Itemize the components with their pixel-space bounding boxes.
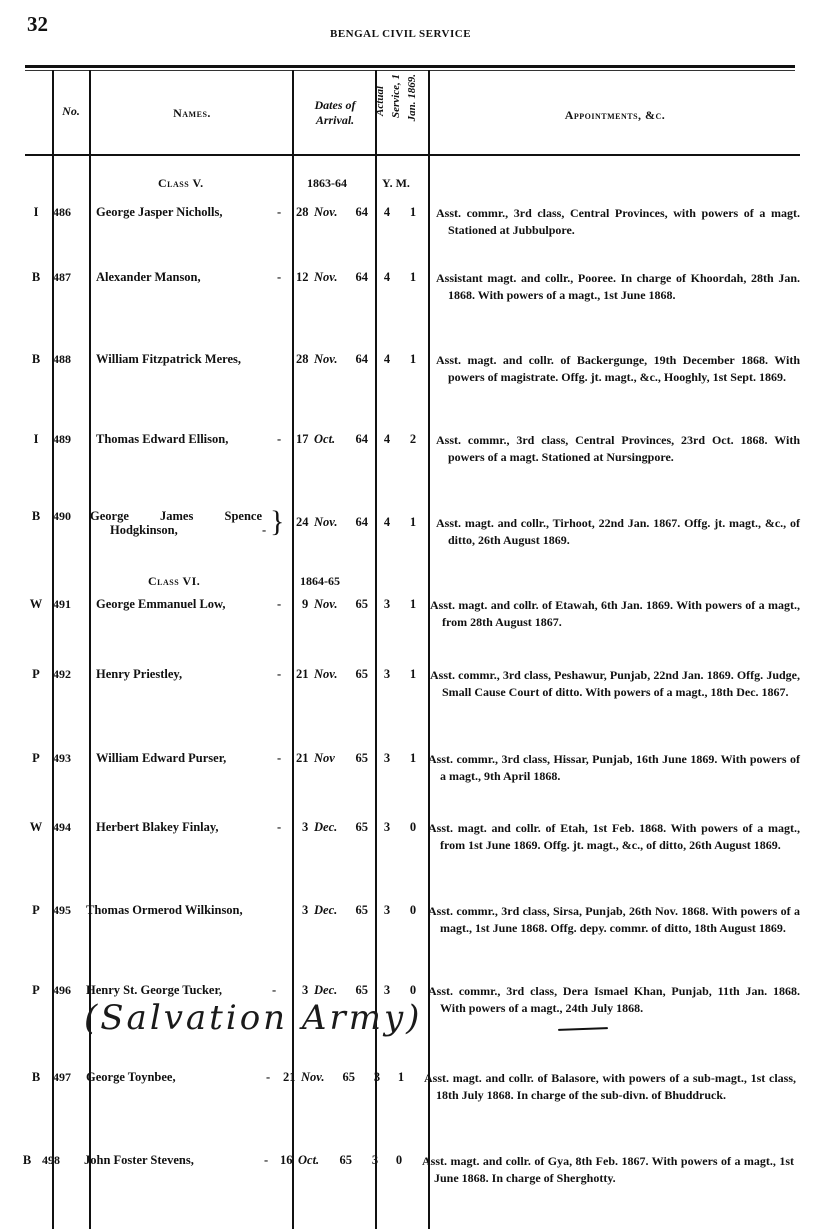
leader-dash: - xyxy=(277,432,282,446)
header-dates-line1: Dates of xyxy=(314,98,356,112)
arrival-day: 3 xyxy=(302,820,309,834)
arrival-year: 64 xyxy=(355,205,368,219)
running-head: BENGAL CIVIL SERVICE xyxy=(330,28,472,40)
officer-name xyxy=(90,505,285,538)
leader-dash: - xyxy=(277,667,282,681)
presidency-code: P xyxy=(32,903,40,917)
column-divider-presidency xyxy=(52,70,54,1229)
header-names: Names. xyxy=(173,106,211,120)
officer-name: Herbert Blakey Finlay, xyxy=(96,820,219,834)
leader-dash: - xyxy=(277,820,282,834)
header-service xyxy=(372,72,430,154)
presidency-code: B xyxy=(22,1153,32,1167)
leader-dash: - xyxy=(262,523,267,537)
arrival-day: 24 xyxy=(296,515,309,529)
presidency-code: W xyxy=(29,597,43,611)
arrival-month: Dec. xyxy=(314,820,338,834)
service-months: 1 xyxy=(397,1070,405,1084)
arrival-month: Nov xyxy=(314,751,335,765)
service-years: 3 xyxy=(383,667,391,681)
leader-dash: - xyxy=(277,597,282,611)
arrival-year: 64 xyxy=(355,432,368,446)
arrival-month: Dec. xyxy=(314,903,338,917)
service-months: 0 xyxy=(409,820,417,834)
leader-dash: - xyxy=(277,270,282,284)
header-dates-line2: Arrival. xyxy=(315,113,355,127)
arrival-year: 65 xyxy=(355,903,368,917)
arrival-day: 21 xyxy=(296,751,309,765)
officer-name: George Jasper Nicholls, xyxy=(96,205,223,219)
service-years: 4 xyxy=(383,205,391,219)
appointment-text: Asst. commr., 3rd class, Central Provinces, with powers of a magt. Stationed at Jubbulpore. xyxy=(436,206,800,237)
arrival-month: Nov. xyxy=(314,597,338,611)
officer-name: George Emmanuel Low, xyxy=(96,597,226,611)
presidency-code: B xyxy=(31,509,41,523)
appointment-text: Asst. commr., 3rd class, Sirsa, Punjab, 26th Nov. 1868. With powers of a magt., 1st June 1868. Offg. depy. commr. of ditto, 18th August 1869. xyxy=(428,904,800,935)
page-number: 32 xyxy=(27,12,48,36)
column-divider-service xyxy=(428,70,430,1229)
officer-name: Henry Priestley, xyxy=(96,667,183,681)
officer-name-line1: George James Spence xyxy=(90,509,262,523)
entry-number: 496 xyxy=(53,983,71,997)
service-months: 0 xyxy=(409,903,417,917)
top-rule-thin xyxy=(25,70,795,71)
arrival-month: Nov. xyxy=(314,270,338,284)
arrival-month: Nov. xyxy=(314,667,338,681)
column-divider-dates xyxy=(375,70,377,1229)
arrival-month: Nov. xyxy=(314,515,338,529)
presidency-code: I xyxy=(33,205,39,219)
presidency-code: B xyxy=(31,352,41,366)
service-months: 0 xyxy=(395,1153,403,1167)
arrival-day: 21 xyxy=(296,667,309,681)
entry-number: 492 xyxy=(53,667,71,681)
officer-name: William Fitzpatrick Meres, xyxy=(96,352,241,366)
arrival-year: 64 xyxy=(355,515,368,529)
arrival-year: 64 xyxy=(355,352,368,366)
arrival-month: Oct. xyxy=(298,1153,320,1167)
service-years: 3 xyxy=(383,597,391,611)
service-years: 4 xyxy=(383,352,391,366)
entry-number: 489 xyxy=(53,432,71,446)
officer-name: Henry St. George Tucker, xyxy=(86,983,222,997)
header-rule xyxy=(25,154,800,156)
appointment-text: Asst. commr., 3rd class, Peshawur, Punjab, 22nd Jan. 1869. Offg. Judge, Small Cause Court of ditto. With powers of a magt., 18th Dec. 1867. xyxy=(430,668,800,699)
presidency-code: W xyxy=(29,820,43,834)
leader-dash: - xyxy=(266,1070,271,1084)
appointment-text: Asst. commr., 3rd class, Hissar, Punjab, 16th June 1869. With powers of a magt., 9th April 1868. xyxy=(428,752,800,783)
entry-number: 491 xyxy=(53,597,71,611)
officer-name: Alexander Manson, xyxy=(96,270,201,284)
service-years: 4 xyxy=(383,515,391,529)
leader-dash: - xyxy=(277,751,282,765)
entry-number: 490 xyxy=(53,509,71,523)
presidency-code: P xyxy=(32,751,40,765)
entry-number: 494 xyxy=(53,820,71,834)
service-months: 1 xyxy=(409,597,417,611)
top-rule xyxy=(25,65,795,68)
arrival-day: 17 xyxy=(296,432,309,446)
presidency-code: P xyxy=(32,667,40,681)
header-service-line3: Jan. 1869. xyxy=(406,74,418,122)
arrival-year: 65 xyxy=(355,751,368,765)
arrival-year: 65 xyxy=(342,1070,355,1084)
header-service-line1: Actual xyxy=(374,86,386,116)
presidency-code: B xyxy=(31,1070,41,1084)
service-years: 3 xyxy=(383,903,391,917)
appointment-text: Asst. magt. and collr. of Etawah, 6th Jan. 1869. With powers of a magt., from 28th August 1867. xyxy=(430,598,800,629)
service-years: 4 xyxy=(383,432,391,446)
arrival-day: 28 xyxy=(296,352,309,366)
header-service-line2: Service, 1 xyxy=(390,74,402,118)
arrival-year: 64 xyxy=(355,270,368,284)
arrival-year: 65 xyxy=(355,820,368,834)
arrival-day: 21 xyxy=(283,1070,296,1084)
arrival-month: Nov. xyxy=(314,352,338,366)
class-v-years: 1863-64 xyxy=(307,176,347,190)
handwritten-annotation: (Salvation Army) xyxy=(84,998,423,1038)
leader-dash: - xyxy=(264,1153,269,1167)
service-months: 2 xyxy=(409,432,417,446)
arrival-day: 3 xyxy=(302,903,309,917)
service-months: 1 xyxy=(409,751,417,765)
service-months: 1 xyxy=(409,515,417,529)
arrival-month: Nov. xyxy=(314,205,338,219)
arrival-year: 65 xyxy=(339,1153,352,1167)
appointment-text: Asst. magt. and collr., Tirhoot, 22nd Jan. 1867. Offg. jt. magt., &c., of ditto, 26th August 1869. xyxy=(436,516,800,547)
officer-name: George Toynbee, xyxy=(86,1070,176,1084)
entry-number: 486 xyxy=(53,205,71,219)
officer-name: Thomas Edward Ellison, xyxy=(96,432,229,446)
class-v-label: Class V. xyxy=(158,176,204,190)
service-years: 3 xyxy=(383,820,391,834)
service-years: 3 xyxy=(371,1153,379,1167)
service-years: 3 xyxy=(383,983,391,997)
entry-number: 497 xyxy=(53,1070,71,1084)
arrival-year: 65 xyxy=(355,667,368,681)
entry-number: 487 xyxy=(53,270,71,284)
header-appointments: Appointments, &c. xyxy=(564,108,666,122)
appointment-text: Asst. commr., 3rd class, Dera Ismael Khan, Punjab, 11th Jan. 1868. With powers of a magt., 24th July 1868. xyxy=(428,984,800,1015)
class-vi-label: Class VI. xyxy=(148,574,201,588)
header-dates xyxy=(295,98,375,128)
handwritten-underline xyxy=(558,1027,608,1031)
entry-number: 495 xyxy=(53,903,71,917)
officer-name-line2: Hodgkinson, xyxy=(110,523,178,537)
arrival-day: 3 xyxy=(302,983,309,997)
service-years: 4 xyxy=(383,270,391,284)
service-years: 3 xyxy=(383,751,391,765)
header-no: No. xyxy=(62,104,80,118)
column-divider-names xyxy=(292,70,294,1229)
leader-dash: - xyxy=(277,205,282,219)
presidency-code: P xyxy=(32,983,40,997)
appointment-text: Asst. magt. and collr. of Gya, 8th Feb. 1867. With powers of a magt., 1st June 1868. In charge of Sherghotty. xyxy=(422,1154,794,1185)
officer-name: Thomas Ormerod Wilkinson, xyxy=(86,903,243,917)
service-months: 1 xyxy=(409,270,417,284)
arrival-month: Nov. xyxy=(301,1070,325,1084)
appointment-text: Assistant magt. and collr., Pooree. In charge of Khoordah, 28th Jan. 1868. With powers of a magt., 1st June 1868. xyxy=(436,271,800,302)
entry-number: 498 xyxy=(42,1153,60,1167)
arrival-day: 16 xyxy=(280,1153,293,1167)
presidency-code: B xyxy=(31,270,41,284)
service-months: 1 xyxy=(409,205,417,219)
leader-dash: - xyxy=(272,983,277,997)
service-months: 0 xyxy=(409,983,417,997)
arrival-day: 9 xyxy=(302,597,309,611)
arrival-month: Dec. xyxy=(314,983,338,997)
service-years: 3 xyxy=(373,1070,381,1084)
officer-name: John Foster Stevens, xyxy=(84,1153,194,1167)
arrival-year: 65 xyxy=(355,983,368,997)
years-months-label: Y. M. xyxy=(382,176,410,190)
appointment-text: Asst. magt. and collr. of Etah, 1st Feb. 1868. With powers of a magt., from 1st June 1869. Offg. jt. magt., &c., of ditto, 26th August 1869. xyxy=(428,821,800,852)
class-vi-years: 1864-65 xyxy=(300,574,340,588)
arrival-day: 12 xyxy=(296,270,309,284)
arrival-year: 65 xyxy=(355,597,368,611)
brace-icon: } xyxy=(270,505,285,538)
officer-name: William Edward Purser, xyxy=(96,751,227,765)
arrival-day: 28 xyxy=(296,205,309,219)
column-divider-no xyxy=(89,70,91,1229)
appointment-text: Asst. magt. and collr. of Balasore, with powers of a sub-magt., 1st class, 18th July 1868. In charge of the sub-divn. of Bhuddruck. xyxy=(424,1071,796,1102)
appointment-text: Asst. magt. and collr. of Backergunge, 19th December 1868. With powers of magistrate. Offg. jt. magt., &c., Hooghly, 1st Sept. 1869. xyxy=(436,353,800,384)
entry-number: 488 xyxy=(53,352,71,366)
service-months: 1 xyxy=(409,352,417,366)
service-months: 1 xyxy=(409,667,417,681)
appointment-text: Asst. commr., 3rd class, Central Provinces, 23rd Oct. 1868. With powers of a magt. Stationed at Nursingpore. xyxy=(436,433,800,464)
arrival-month: Oct. xyxy=(314,432,336,446)
entry-number: 493 xyxy=(53,751,71,765)
presidency-code: I xyxy=(33,432,39,446)
